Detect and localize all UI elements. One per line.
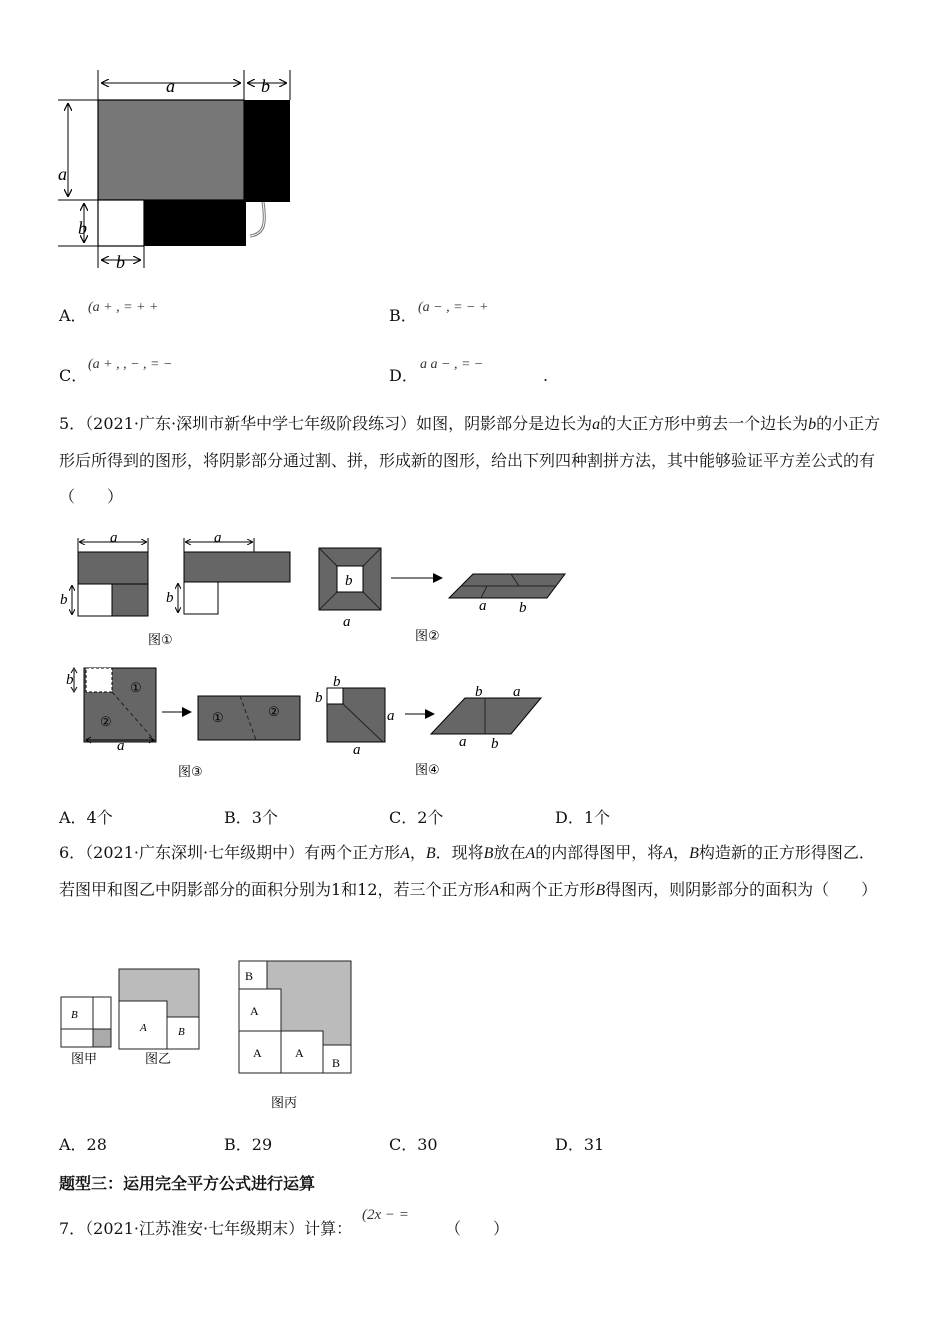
q5-figure-3 — [62, 664, 312, 784]
gray-square — [98, 100, 244, 200]
f4-b-side: b — [315, 690, 323, 706]
dim-b-top: b — [261, 76, 270, 96]
q4-option-b-formula: (a − , = − + — [418, 300, 489, 315]
q6-option-d[interactable]: D．31 — [555, 1135, 605, 1154]
q6-figures — [55, 955, 365, 1115]
f4-a2: a — [353, 742, 361, 758]
q6-var-a4: A — [489, 882, 500, 899]
q6-var-b3: B — [689, 845, 699, 862]
q5-suffix: 的小正方形后所得到的图形，将阴影部分通过割、拼，形成新的图形，给出下列四种割拼方法，其中能够验证平方差公式的有（ ） — [59, 414, 881, 506]
q7-formula: (2x − = — [362, 1207, 409, 1223]
q7-text: 7．（2021·江苏淮安·七年级期末）计算： — [59, 1219, 353, 1238]
q4-figure — [50, 68, 310, 273]
q6-text-e: 构造新的正方形得图乙．若图甲和图乙中阴影部分的面积分别为1和12，若三个正方形 — [59, 843, 875, 899]
q6-var-b: B — [425, 845, 436, 862]
option-label: B． — [389, 306, 417, 325]
caption-fig2: 图② — [415, 629, 440, 644]
f3-c1: ① — [130, 680, 142, 695]
q4-option-a[interactable] — [59, 306, 87, 326]
bing-A3: A — [295, 1046, 304, 1060]
q6-text-b: ．现将 — [435, 843, 484, 862]
q5-prefix: 5．（2021·广东·深圳市新华中学七年级阶段练习）如图，阴影部分是边长为 — [59, 414, 593, 433]
bing-B2: B — [332, 1056, 341, 1070]
q6-comma: ， — [409, 843, 426, 862]
q4-option-a-formula: (a + , = + + — [88, 300, 159, 315]
dim-b-bottom: b — [116, 252, 125, 272]
f3-a: a — [117, 738, 125, 754]
q6-var-b4: B — [595, 882, 606, 899]
caption-fig4: 图④ — [415, 763, 440, 778]
option-label: A． — [59, 306, 87, 325]
q4-option-d-formula: a a − , = − — [420, 357, 484, 372]
dim-a-top: a — [166, 76, 175, 96]
f4-a: a — [387, 708, 395, 724]
q5-option-a[interactable]: A．4个 — [59, 808, 113, 827]
q6-text-g: 得图丙，则阴影部分的面积为（ ） — [605, 880, 878, 899]
f1-b: b — [60, 592, 68, 608]
f1-b2: b — [166, 590, 174, 606]
f2-pa: a — [479, 598, 487, 614]
f4-pb2: b — [491, 736, 499, 752]
section-heading: 题型三：运用完全平方公式进行运算 — [59, 1174, 316, 1193]
q6-var-a3: A — [663, 845, 674, 862]
q5-var-b: b — [808, 416, 817, 433]
q5-var-a: a — [592, 416, 601, 433]
f3-r1: ① — [212, 710, 224, 725]
dim-a-left: a — [58, 164, 67, 184]
black-strip-bottom — [144, 200, 246, 246]
jia-B: B — [71, 1009, 78, 1021]
q6-option-a[interactable]: A．28 — [59, 1135, 107, 1154]
q5-figure-2 — [315, 540, 575, 650]
dim-b-left: b — [78, 218, 87, 238]
option-label: D． — [389, 366, 418, 385]
q5-option-c[interactable]: C．2个 — [389, 808, 444, 827]
q7-answer-paren: （ ） — [445, 1219, 510, 1238]
f2-a: a — [343, 614, 351, 630]
caption-bing: 图丙 — [271, 1096, 298, 1111]
q6-text-f: 和两个正方形 — [499, 880, 596, 899]
white-square — [98, 200, 144, 246]
q4-option-b[interactable] — [389, 306, 417, 326]
q4-option-d[interactable] — [389, 366, 418, 386]
q5-option-d[interactable]: D．1个 — [555, 808, 611, 827]
q4-option-c-formula: (a + , , − , = − — [88, 357, 173, 372]
f1-a2: a — [214, 530, 222, 546]
f3-b: b — [66, 672, 74, 688]
q4-option-c[interactable] — [59, 366, 87, 386]
caption-jia: 图甲 — [71, 1052, 98, 1067]
f1-a: a — [110, 530, 118, 546]
f4-pa2: a — [459, 734, 467, 750]
q6-option-b[interactable]: B．29 — [224, 1135, 273, 1154]
q4-option-d-tail: . — [543, 366, 549, 385]
black-strip-right — [244, 100, 290, 202]
q6-option-c[interactable]: C．30 — [389, 1135, 438, 1154]
f2-b: b — [345, 573, 353, 589]
caption-fig1: 图① — [148, 633, 173, 648]
option-label: C． — [59, 366, 88, 385]
q6-var-a: A — [400, 845, 410, 862]
q6-text-d: 的内部得图甲，将 — [535, 843, 664, 862]
f3-r2: ② — [268, 704, 280, 719]
q6-question — [59, 835, 889, 909]
q6-var-a2: A — [525, 845, 536, 862]
q6-comma2: ， — [673, 843, 690, 862]
q6-text-c: 放在 — [493, 843, 526, 862]
f2-pb: b — [519, 600, 527, 616]
q5-question — [59, 406, 889, 515]
bing-B1: B — [245, 969, 254, 983]
q5-figure-1 — [58, 530, 303, 655]
yi-B: B — [178, 1026, 185, 1038]
caption-yi: 图乙 — [145, 1052, 172, 1067]
f4-pb: b — [475, 684, 483, 700]
yi-A: A — [140, 1022, 147, 1034]
bing-A2: A — [253, 1046, 262, 1060]
f4-b: b — [333, 674, 341, 690]
q6-text-a: 6．（2021·广东深圳·七年级期中）有两个正方形 — [59, 843, 401, 862]
q5-option-b[interactable]: B．3个 — [224, 808, 278, 827]
q7-question — [59, 1219, 352, 1239]
q5-figure-4 — [315, 674, 555, 784]
q6-var-b2: B — [483, 845, 494, 862]
caption-fig3: 图③ — [178, 765, 203, 780]
f4-pa: a — [513, 684, 521, 700]
q5-mid: 的大正方形中剪去一个边长为 — [600, 414, 809, 433]
bing-A1: A — [250, 1004, 259, 1018]
f3-c2: ② — [100, 714, 112, 729]
